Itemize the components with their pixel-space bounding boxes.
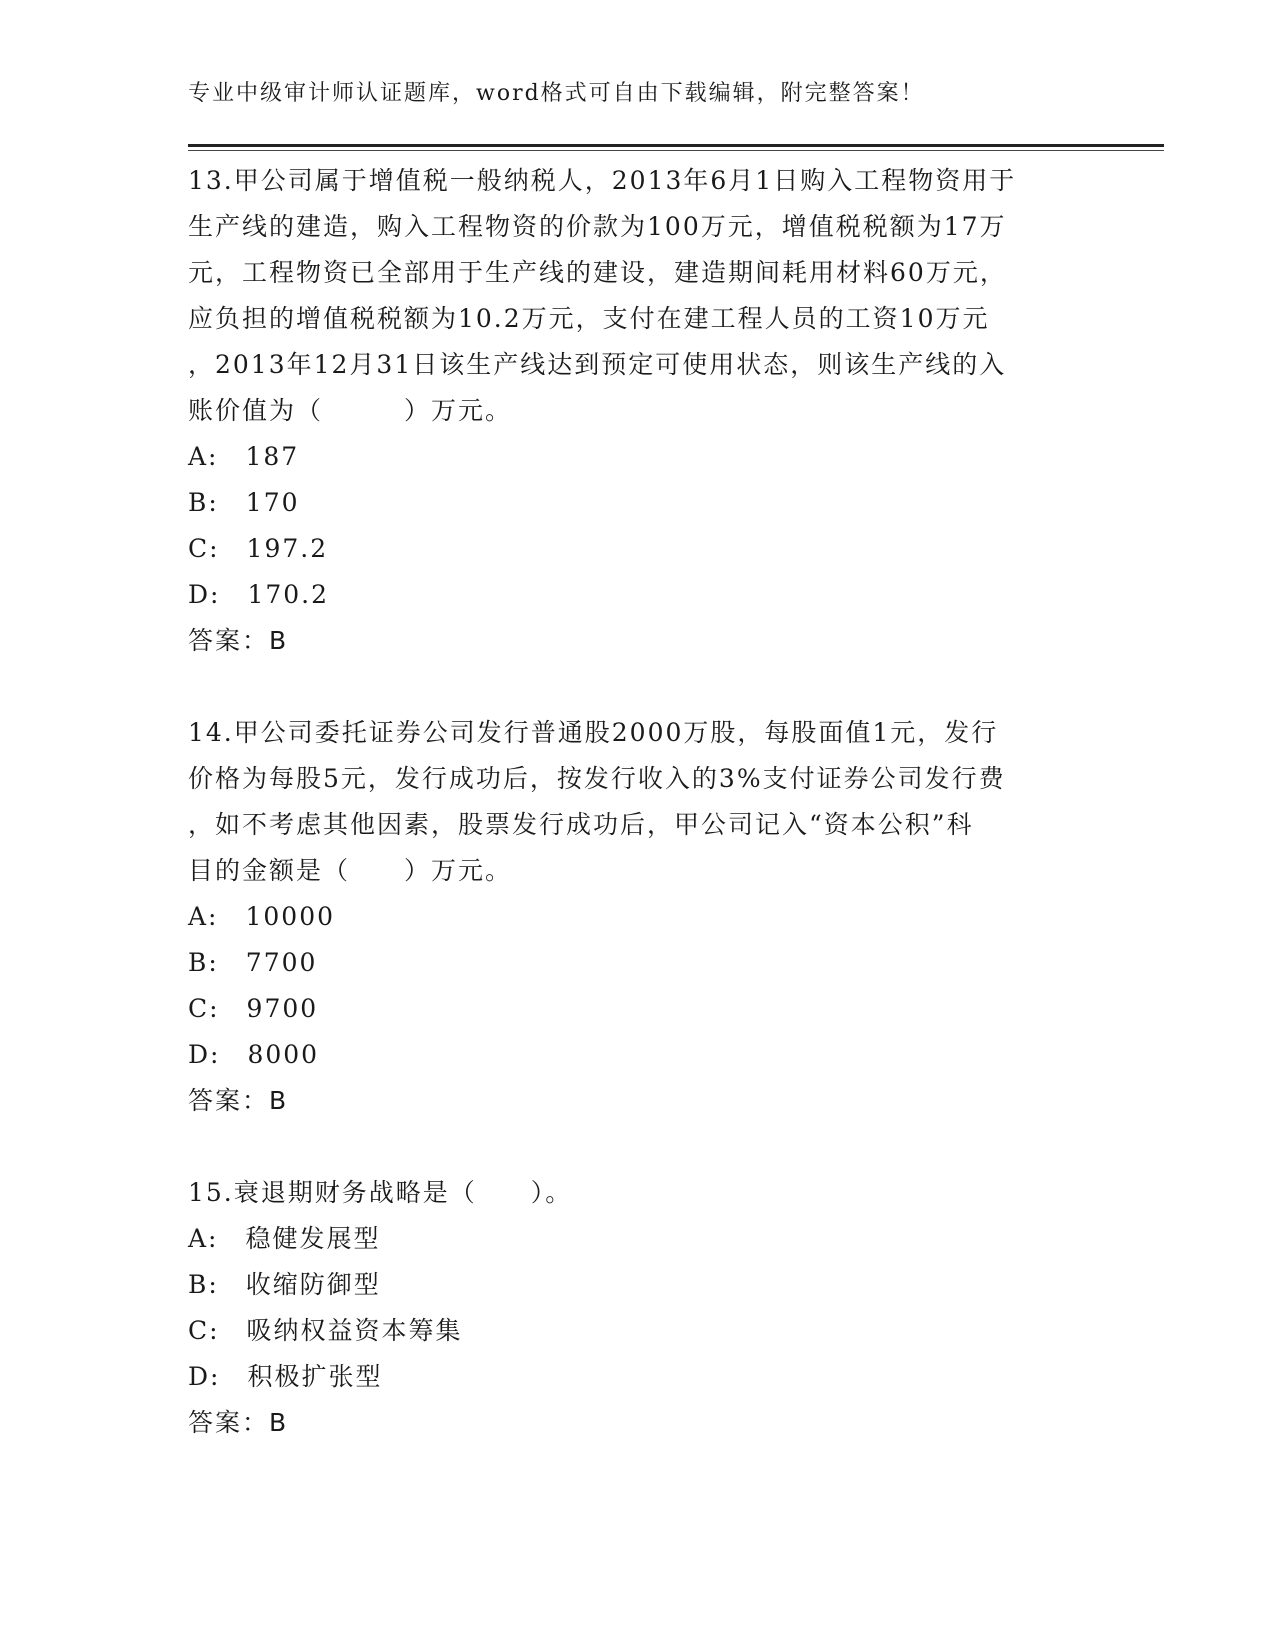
question-stem-line: ，2013年12月31日该生产线达到预定可使用状态，则该生产线的入 (188, 350, 1007, 379)
option-b: B: 170 (188, 488, 300, 517)
option-b: B: 收缩防御型 (188, 1270, 381, 1299)
answer-label: 答案：B (188, 1408, 289, 1437)
header-divider (188, 144, 1164, 147)
question-stem-line: 14.甲公司委托证券公司发行普通股2000万股，每股面值1元，发行 (188, 718, 999, 747)
question-14 (188, 710, 1088, 1124)
question-stem-line: 生产线的建造，购入工程物资的价款为100万元，增值税税额为17万 (188, 212, 1007, 241)
question-spacer (188, 664, 1088, 710)
option-d: D: 8000 (188, 1040, 320, 1069)
answer-label: 答案：B (188, 626, 289, 655)
option-d: D: 积极扩张型 (188, 1362, 383, 1391)
question-stem-line: 元，工程物资已全部用于生产线的建设，建造期间耗用材料60万元， (188, 258, 1007, 287)
option-a: A: 10000 (188, 902, 336, 931)
answer-label: 答案：B (188, 1086, 289, 1115)
question-stem-line: 账价值为（ ）万元。 (188, 396, 513, 425)
question-spacer (188, 1124, 1088, 1170)
question-stem-line: ，如不考虑其他因素，股票发行成功后，甲公司记入“资本公积”科 (188, 810, 974, 839)
question-stem-line: 目的金额是（ ）万元。 (188, 856, 513, 885)
option-c: C: 9700 (188, 994, 319, 1023)
question-stem-line: 价格为每股5元，发行成功后，按发行收入的3%支付证券公司发行费 (188, 764, 1006, 793)
option-b: B: 7700 (188, 948, 318, 977)
header-divider-thin (188, 150, 1164, 151)
option-a: A: 稳健发展型 (188, 1224, 381, 1253)
option-d: D: 170.2 (188, 580, 330, 609)
option-c: C: 197.2 (188, 534, 329, 563)
question-list (188, 158, 1088, 1446)
option-a: A: 187 (188, 442, 300, 471)
option-c: C: 吸纳权益资本筹集 (188, 1316, 463, 1345)
question-stem-line: 应负担的增值税税额为10.2万元，支付在建工程人员的工资10万元 (188, 304, 990, 333)
question-stem-line: 13.甲公司属于增值税一般纳税人，2013年6月1日购入工程物资用于 (188, 166, 1017, 195)
question-13 (188, 158, 1088, 664)
page-header-text: 专业中级审计师认证题库，word格式可自由下载编辑，附完整答案！ (188, 81, 925, 106)
question-stem-line: 15.衰退期财务战略是（ ）。 (188, 1178, 573, 1207)
question-15 (188, 1170, 1088, 1446)
